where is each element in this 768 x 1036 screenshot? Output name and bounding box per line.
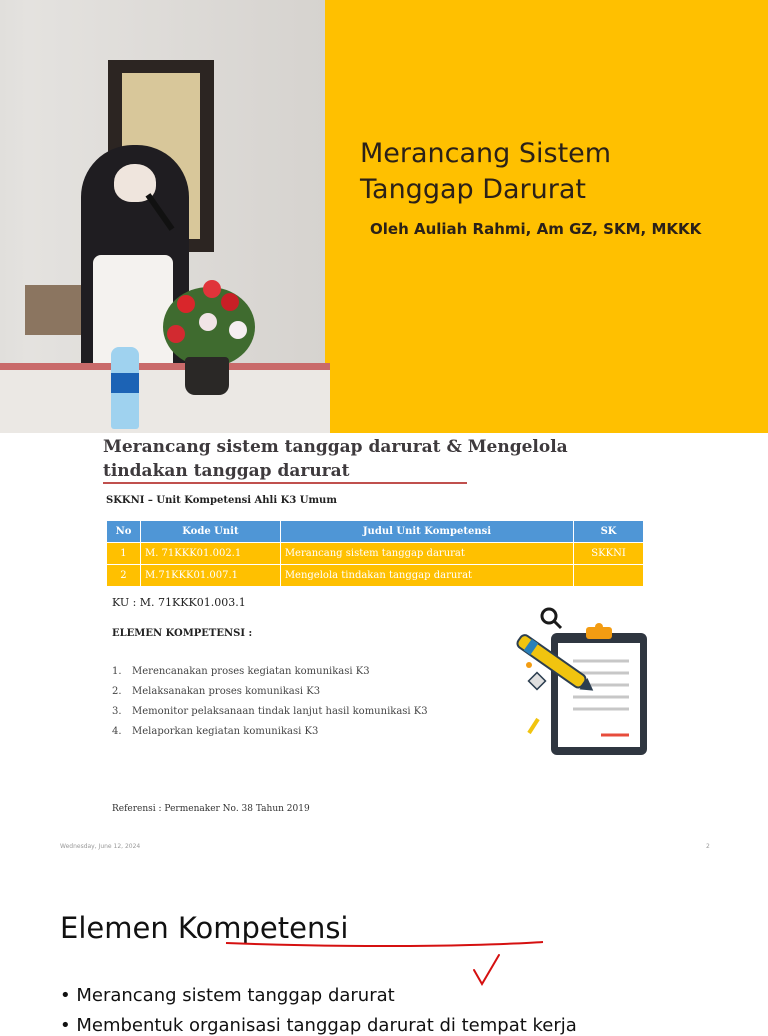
list-item xyxy=(112,682,428,702)
table-header-row xyxy=(107,521,644,543)
rose-icon xyxy=(199,313,217,331)
heading-underline xyxy=(103,482,467,484)
header-sk: SK xyxy=(574,521,644,543)
slide-title-line-1: Merancang Sistem xyxy=(360,138,612,169)
slide-heading-line-1: Merancang sistem tanggap darurat & Mengelola xyxy=(103,437,568,457)
bullet-text: Merancang sistem tanggap darurat xyxy=(76,985,395,1006)
photo-bottle-label xyxy=(111,373,139,393)
slide-title: Elemen Kompetensi xyxy=(60,911,349,945)
list-item xyxy=(112,722,428,742)
reference-note: Referensi : Permenaker No. 38 Tahun 2019 xyxy=(112,804,310,814)
competency-slide xyxy=(0,433,768,863)
list-item-number: 2. xyxy=(112,686,122,697)
bullet-item: • Merancang sistem tanggap darurat xyxy=(60,985,395,1006)
cell-kode-unit: M.71KKK01.007.1 xyxy=(140,565,280,587)
table-row xyxy=(107,543,644,565)
slide-heading-line-2: tindakan tanggap darurat xyxy=(103,461,350,481)
header-judul-unit: Judul Unit Kompetensi xyxy=(280,521,573,543)
list-item xyxy=(112,662,428,682)
cell-no: 1 xyxy=(107,543,141,565)
ku-code: KU : M. 71KKK01.003.1 xyxy=(112,596,246,609)
rose-icon xyxy=(203,280,221,298)
cell-sk xyxy=(574,565,644,587)
elemen-list xyxy=(112,662,428,742)
cell-judul-unit: Mengelola tindakan tanggap darurat xyxy=(280,565,573,587)
header-kode-unit: Kode Unit xyxy=(140,521,280,543)
bullet-text: Membentuk organisasi tanggap darurat di tempat kerja xyxy=(76,1015,577,1036)
list-item-text: Merencanakan proses kegiatan komunikasi K3 xyxy=(132,666,370,677)
rose-icon xyxy=(177,295,195,313)
cell-no: 2 xyxy=(107,565,141,587)
slide-title xyxy=(360,136,611,208)
slide-heading xyxy=(103,435,623,483)
skkni-subtitle: SKKNI – Unit Kompetensi Ahli K3 Umum xyxy=(106,495,337,506)
competency-table xyxy=(106,520,644,587)
title-slide xyxy=(0,0,768,433)
list-item-text: Melaporkan kegiatan komunikasi K3 xyxy=(132,726,319,737)
footer-date: Wednesday, June 12, 2024 xyxy=(60,843,141,850)
list-item xyxy=(112,702,428,722)
page-number: 2 xyxy=(706,843,710,850)
list-item-number: 3. xyxy=(112,706,122,717)
cell-sk: SKKNI xyxy=(574,543,644,565)
slide-title-line-2: Tanggap Darurat xyxy=(360,174,587,205)
header-no: No xyxy=(107,521,141,543)
list-item-text: Memonitor pelaksanaan tindak lanjut hasil komunikasi K3 xyxy=(132,706,428,717)
elemen-heading: ELEMEN KOMPETENSI : xyxy=(112,628,253,639)
cell-judul-unit: Merancang sistem tanggap darurat xyxy=(280,543,573,565)
bullet-item: • Membentuk organisasi tanggap darurat di tempat kerja xyxy=(60,1015,577,1036)
slide-author: Oleh Auliah Rahmi, Am GZ, SKM, MKKK xyxy=(370,220,702,238)
cell-kode-unit: M. 71KKK01.002.1 xyxy=(140,543,280,565)
clipboard-checklist-icon xyxy=(505,605,655,757)
list-item-number: 1. xyxy=(112,666,122,677)
elemen-slide xyxy=(0,863,768,1036)
photo-box xyxy=(25,285,83,335)
rose-icon xyxy=(229,321,247,339)
list-item-text: Melaksanakan proses komunikasi K3 xyxy=(132,686,321,697)
presenter-photo xyxy=(0,0,325,445)
table-row xyxy=(107,565,644,587)
list-item-number: 4. xyxy=(112,726,122,737)
rose-icon xyxy=(167,325,185,343)
rose-icon xyxy=(221,293,239,311)
photo-flower-pot xyxy=(185,357,229,395)
